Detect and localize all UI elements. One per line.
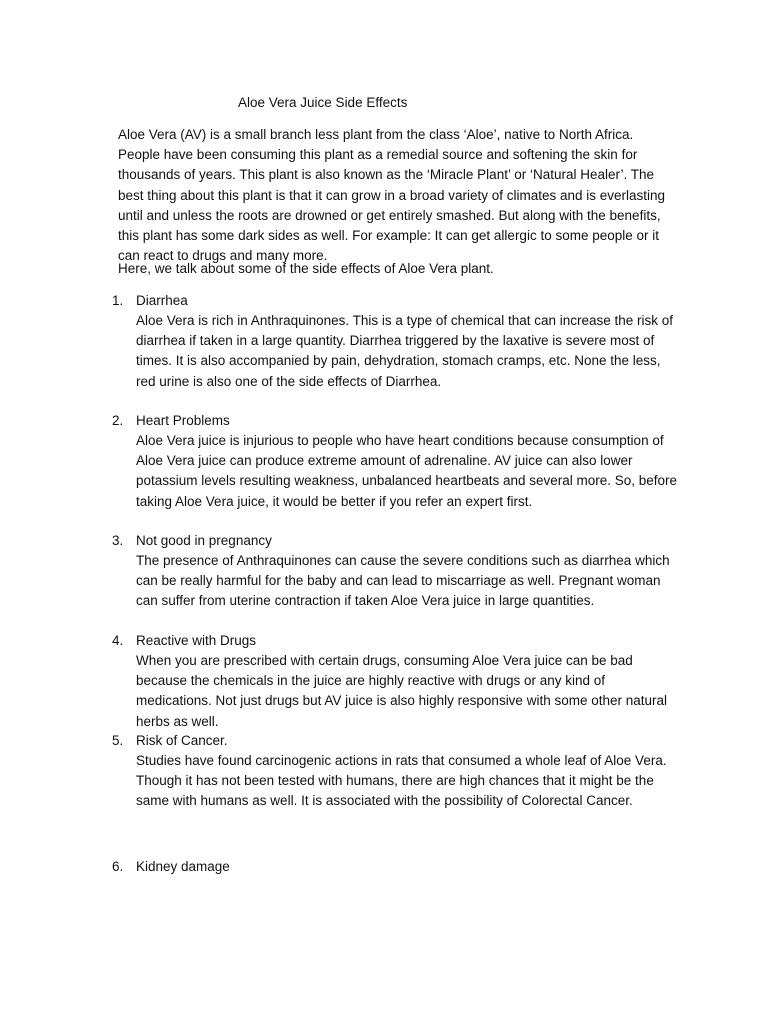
list-item-body: The presence of Anthraquinones can cause the severe conditions such as diarrhea which can be really harmful for the baby and can lead to miscarriage as well. Pregnant woman can suffer from uterine contraction if taken Aloe Vera juice in large quantities. — [136, 553, 670, 609]
list-item-body: Studies have found carcinogenic actions in rats that consumed a whole leaf of Aloe Vera. Though it has not been tested with humans, there are high chances that it might be the same with humans as well. It is associated with the possibility of Colorectal Cancer. — [136, 753, 667, 809]
list-item-heading: Heart Problems — [136, 413, 230, 428]
list-item-heading: Diarrhea — [136, 293, 188, 308]
list-item-number: 4. — [112, 633, 124, 648]
list-item-heading: Kidney damage — [136, 859, 230, 874]
list-item-body: Aloe Vera is rich in Anthraquinones. This is a type of chemical that can increase the risk of diarrhea if taken in a large quantity. Diarrhea triggered by the laxative is severe most of times. It is also accompanied by pain, dehydration, stomach cramps, etc. None the less, red urine is also one of the side effects of Diarrhea. — [136, 313, 674, 389]
document-title: Aloe Vera Juice Side Effects — [238, 95, 408, 110]
intro-paragraph: Aloe Vera (AV) is a small branch less plant from the class ‘Aloe’, native to North Africa. People have been consuming this plant as a remedial source and softening the skin for thousands of years. This plant is also known as the ‘Miracle Plant’ or ‘Natural Healer’. The best thing about this plant is that it can grow in a broad variety of climates and is everlasting until and unless the roots are drowned or get entirely smashed. But along with the benefits, this plant has some dark sides as well. For example: It can get allergic to some people or it can react to drugs and many more. — [118, 127, 666, 264]
list-item-number: 3. — [112, 533, 124, 548]
list-item-heading: Not good in pregnancy — [136, 533, 272, 548]
list-item-heading: Risk of Cancer. — [136, 733, 228, 748]
list-item-number: 5. — [112, 733, 124, 748]
list-item-body: When you are prescribed with certain drugs, consuming Aloe Vera juice can be bad because the chemicals in the juice are highly reactive with drugs or any kind of medications. Not just drugs but AV juice is also highly responsive with some other natural herbs as well. — [136, 653, 668, 729]
list-item-number: 6. — [112, 859, 124, 874]
lead-paragraph: Here, we talk about some of the side effects of Aloe Vera plant. — [118, 261, 494, 276]
list-item-number: 2. — [112, 413, 124, 428]
list-item-heading: Reactive with Drugs — [136, 633, 257, 648]
list-item-number: 1. — [112, 293, 124, 308]
list-item-body: Aloe Vera juice is injurious to people who have heart conditions because consumption of Aloe Vera juice can produce extreme amount of adrenaline. AV juice can also lower potassium levels resulting weakness, unbalanced heartbeats and several more. So, before taking Aloe Vera juice, it would be better if you refer an expert first. — [136, 433, 678, 509]
